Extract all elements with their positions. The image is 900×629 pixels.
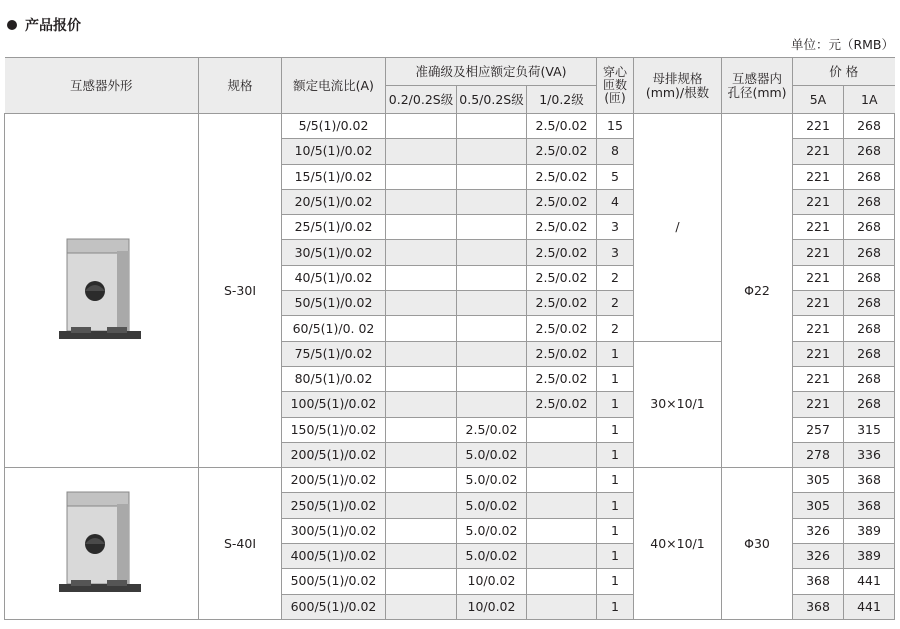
acc-02-cell	[386, 594, 457, 619]
acc-1-cell: 2.5/0.02	[527, 114, 597, 139]
ratio-cell: 50/5(1)/0.02	[282, 291, 386, 316]
price-5a-cell: 326	[793, 544, 844, 569]
ratio-cell: 5/5(1)/0.02	[282, 114, 386, 139]
ratio-cell: 80/5(1)/0.02	[282, 366, 386, 391]
acc-02-cell	[386, 189, 457, 214]
price-1a-cell: 268	[844, 392, 895, 417]
price-5a-cell: 221	[793, 392, 844, 417]
model-name: S-30I	[199, 114, 282, 468]
price-1a-cell: 268	[844, 215, 895, 240]
model-name: S-40I	[199, 468, 282, 620]
turns-cell: 1	[597, 442, 634, 467]
price-5a-cell: 221	[793, 341, 844, 366]
acc-1-cell	[527, 442, 597, 467]
acc-02-cell	[386, 544, 457, 569]
s30-transformer-icon	[57, 231, 147, 351]
price-5a-cell: 221	[793, 316, 844, 341]
price-5a-cell: 221	[793, 164, 844, 189]
acc-05-cell: 2.5/0.02	[457, 417, 527, 442]
table-body	[5, 114, 895, 620]
turns-cell: 5	[597, 164, 634, 189]
acc-1-cell: 2.5/0.02	[527, 139, 597, 164]
acc-02-cell	[386, 240, 457, 265]
acc-05-cell	[457, 265, 527, 290]
bore-cell: Φ22	[722, 114, 793, 468]
price-5a-cell: 368	[793, 569, 844, 594]
ratio-cell: 600/5(1)/0.02	[282, 594, 386, 619]
ratio-cell: 25/5(1)/0.02	[282, 215, 386, 240]
price-1a-cell: 268	[844, 240, 895, 265]
acc-1-cell: 2.5/0.02	[527, 341, 597, 366]
turns-cell: 1	[597, 468, 634, 493]
ratio-cell: 150/5(1)/0.02	[282, 417, 386, 442]
header-acc-2: 0.5/0.2S级	[457, 86, 527, 114]
price-1a-cell: 268	[844, 341, 895, 366]
price-5a-cell: 305	[793, 493, 844, 518]
turns-cell: 1	[597, 518, 634, 543]
price-1a-cell: 389	[844, 518, 895, 543]
acc-02-cell	[386, 366, 457, 391]
acc-02-cell	[386, 265, 457, 290]
price-5a-cell: 221	[793, 139, 844, 164]
turns-cell: 1	[597, 417, 634, 442]
s40-transformer-icon	[57, 484, 147, 604]
price-table	[4, 57, 895, 620]
price-1a-cell: 389	[844, 544, 895, 569]
header-acc-3: 1/0.2级	[527, 86, 597, 114]
page-title-text: 产品报价	[25, 18, 81, 34]
price-5a-cell: 221	[793, 114, 844, 139]
page-title	[7, 15, 81, 35]
header-price-1a: 1A	[844, 86, 895, 114]
acc-05-cell: 5.0/0.02	[457, 544, 527, 569]
ratio-cell: 250/5(1)/0.02	[282, 493, 386, 518]
ratio-cell: 200/5(1)/0.02	[282, 468, 386, 493]
price-5a-cell: 221	[793, 240, 844, 265]
acc-02-cell	[386, 215, 457, 240]
acc-1-cell: 2.5/0.02	[527, 240, 597, 265]
acc-1-cell	[527, 544, 597, 569]
acc-05-cell	[457, 291, 527, 316]
acc-02-cell	[386, 341, 457, 366]
acc-02-cell	[386, 468, 457, 493]
acc-02-cell	[386, 316, 457, 341]
price-5a-cell: 221	[793, 189, 844, 214]
ratio-cell: 300/5(1)/0.02	[282, 518, 386, 543]
bullet-icon	[7, 20, 17, 30]
price-5a-cell: 278	[793, 442, 844, 467]
price-1a-cell: 441	[844, 569, 895, 594]
acc-1-cell	[527, 569, 597, 594]
price-1a-cell: 268	[844, 189, 895, 214]
price-1a-cell: 336	[844, 442, 895, 467]
table-row	[5, 114, 895, 139]
header-accuracy: 准确级及相应额定负荷(VA)	[386, 58, 597, 86]
acc-05-cell	[457, 392, 527, 417]
acc-05-cell: 5.0/0.02	[457, 518, 527, 543]
turns-cell: 4	[597, 189, 634, 214]
acc-1-cell	[527, 493, 597, 518]
turns-cell: 8	[597, 139, 634, 164]
price-1a-cell: 268	[844, 139, 895, 164]
header-price-5a: 5A	[793, 86, 844, 114]
acc-1-cell	[527, 518, 597, 543]
ratio-cell: 40/5(1)/0.02	[282, 265, 386, 290]
ratio-cell: 30/5(1)/0.02	[282, 240, 386, 265]
acc-05-cell: 5.0/0.02	[457, 468, 527, 493]
acc-05-cell	[457, 164, 527, 189]
transformer-image	[5, 114, 199, 468]
acc-02-cell	[386, 417, 457, 442]
acc-05-cell: 5.0/0.02	[457, 442, 527, 467]
acc-02-cell	[386, 392, 457, 417]
ratio-cell: 200/5(1)/0.02	[282, 442, 386, 467]
acc-05-cell	[457, 341, 527, 366]
turns-cell: 1	[597, 594, 634, 619]
price-5a-cell: 257	[793, 417, 844, 442]
price-1a-cell: 368	[844, 468, 895, 493]
price-1a-cell: 441	[844, 594, 895, 619]
acc-02-cell	[386, 164, 457, 189]
table-row	[5, 468, 895, 493]
turns-cell: 2	[597, 316, 634, 341]
ratio-cell: 100/5(1)/0.02	[282, 392, 386, 417]
header-turns: 穿心 匝数 (匝)	[597, 58, 634, 114]
acc-02-cell	[386, 139, 457, 164]
acc-05-cell	[457, 366, 527, 391]
busbar-cell: /	[634, 114, 722, 342]
currency-unit: 单位：元（RMB）	[790, 37, 894, 52]
turns-cell: 1	[597, 366, 634, 391]
acc-02-cell	[386, 569, 457, 594]
bore-cell: Φ30	[722, 468, 793, 620]
ratio-cell: 60/5(1)/0. 02	[282, 316, 386, 341]
turns-cell: 1	[597, 544, 634, 569]
price-5a-cell: 326	[793, 518, 844, 543]
acc-02-cell	[386, 291, 457, 316]
acc-02-cell	[386, 518, 457, 543]
turns-cell: 1	[597, 493, 634, 518]
acc-05-cell	[457, 240, 527, 265]
ratio-cell: 500/5(1)/0.02	[282, 569, 386, 594]
price-1a-cell: 268	[844, 164, 895, 189]
header-spec: 规格	[199, 58, 282, 114]
acc-05-cell: 10/0.02	[457, 594, 527, 619]
turns-cell: 3	[597, 240, 634, 265]
acc-1-cell: 2.5/0.02	[527, 164, 597, 189]
turns-cell: 15	[597, 114, 634, 139]
turns-cell: 1	[597, 569, 634, 594]
acc-05-cell: 5.0/0.02	[457, 493, 527, 518]
acc-05-cell	[457, 139, 527, 164]
acc-02-cell	[386, 493, 457, 518]
acc-1-cell	[527, 417, 597, 442]
turns-cell: 2	[597, 291, 634, 316]
busbar-cell: 30×10/1	[634, 341, 722, 467]
acc-1-cell	[527, 468, 597, 493]
acc-05-cell	[457, 316, 527, 341]
acc-1-cell: 2.5/0.02	[527, 215, 597, 240]
price-5a-cell: 221	[793, 366, 844, 391]
price-1a-cell: 315	[844, 417, 895, 442]
acc-1-cell	[527, 594, 597, 619]
acc-1-cell: 2.5/0.02	[527, 392, 597, 417]
turns-cell: 3	[597, 215, 634, 240]
ratio-cell: 15/5(1)/0.02	[282, 164, 386, 189]
ratio-cell: 400/5(1)/0.02	[282, 544, 386, 569]
acc-1-cell: 2.5/0.02	[527, 366, 597, 391]
ratio-cell: 20/5(1)/0.02	[282, 189, 386, 214]
acc-05-cell: 10/0.02	[457, 569, 527, 594]
turns-cell: 1	[597, 392, 634, 417]
acc-1-cell: 2.5/0.02	[527, 316, 597, 341]
ratio-cell: 10/5(1)/0.02	[282, 139, 386, 164]
acc-05-cell	[457, 189, 527, 214]
price-5a-cell: 305	[793, 468, 844, 493]
header-acc-1: 0.2/0.2S级	[386, 86, 457, 114]
turns-cell: 1	[597, 341, 634, 366]
header-bore: 互感器内 孔径(mm)	[722, 58, 793, 114]
price-5a-cell: 221	[793, 291, 844, 316]
header-shape: 互感器外形	[5, 58, 199, 114]
header-price: 价 格	[793, 58, 895, 86]
header-busbar: 母排规格 (mm)/根数	[634, 58, 722, 114]
price-1a-cell: 268	[844, 265, 895, 290]
price-1a-cell: 268	[844, 291, 895, 316]
busbar-cell: 40×10/1	[634, 468, 722, 620]
acc-02-cell	[386, 442, 457, 467]
acc-1-cell: 2.5/0.02	[527, 291, 597, 316]
transformer-image	[5, 468, 199, 620]
acc-05-cell	[457, 215, 527, 240]
price-1a-cell: 268	[844, 366, 895, 391]
acc-1-cell: 2.5/0.02	[527, 189, 597, 214]
acc-02-cell	[386, 114, 457, 139]
price-1a-cell: 268	[844, 114, 895, 139]
price-1a-cell: 268	[844, 316, 895, 341]
price-5a-cell: 221	[793, 215, 844, 240]
acc-05-cell	[457, 114, 527, 139]
ratio-cell: 75/5(1)/0.02	[282, 341, 386, 366]
header-ratio: 额定电流比(A)	[282, 58, 386, 114]
price-1a-cell: 368	[844, 493, 895, 518]
turns-cell: 2	[597, 265, 634, 290]
price-5a-cell: 221	[793, 265, 844, 290]
acc-1-cell: 2.5/0.02	[527, 265, 597, 290]
price-5a-cell: 368	[793, 594, 844, 619]
